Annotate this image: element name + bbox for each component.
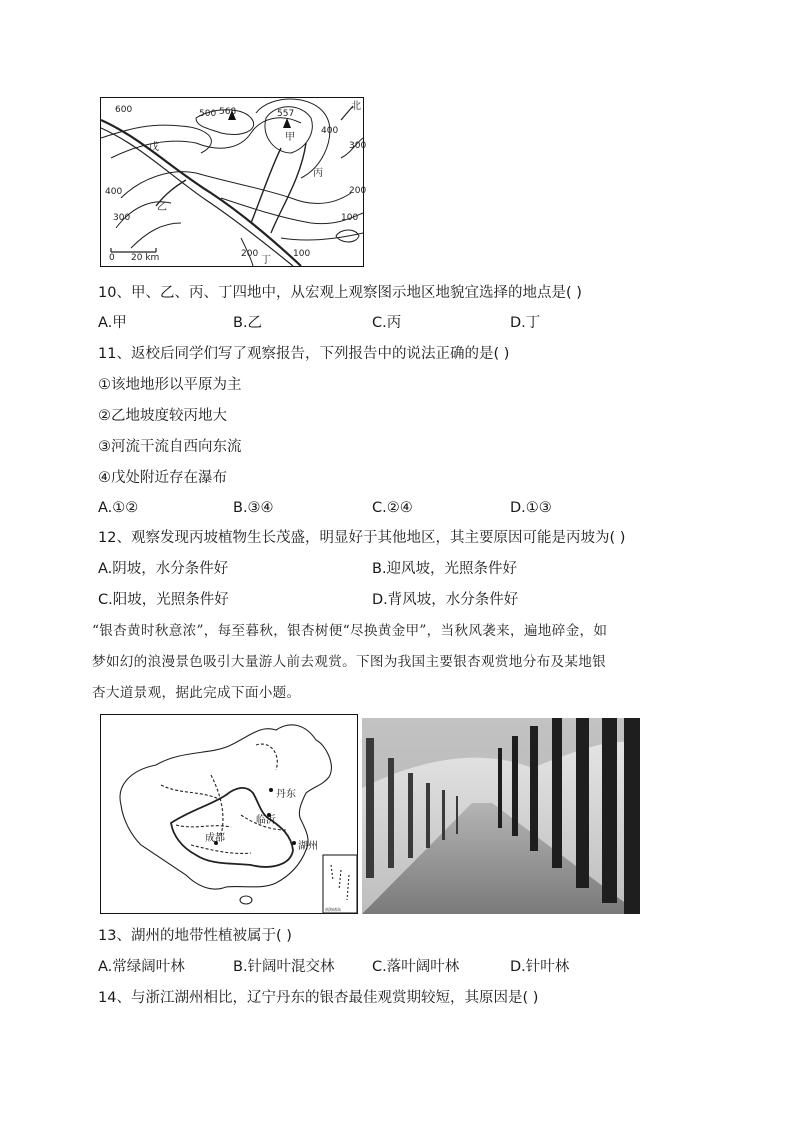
q12-option-d[interactable]: D.背风坡，水分条件好 bbox=[372, 592, 519, 608]
north-label: 北 bbox=[351, 101, 361, 112]
tree-trunk bbox=[498, 748, 502, 828]
place-label-ding: 丁 bbox=[261, 255, 271, 266]
china-map bbox=[100, 714, 358, 914]
q13-option-c[interactable]: C.落叶阔叶林 bbox=[372, 959, 460, 975]
question-12-stem: 12、观察发现丙坡植物生长茂盛，明显好于其他地区，其主要原因可能是丙坡为( ) bbox=[98, 530, 626, 546]
contour-line bbox=[281, 233, 363, 240]
contour-label: 300 bbox=[349, 141, 367, 151]
q10-option-c[interactable]: C.丙 bbox=[372, 315, 402, 331]
scale-bar bbox=[111, 248, 156, 252]
contour-label: 568 bbox=[219, 107, 237, 117]
contour-label: 400 bbox=[321, 126, 339, 136]
place-marker-huzhou bbox=[292, 841, 296, 845]
q11-statement-1: ①该地地形以平原为主 bbox=[98, 377, 242, 393]
q10-option-d[interactable]: D.丁 bbox=[510, 315, 541, 331]
q13-option-d[interactable]: D.针叶林 bbox=[510, 959, 570, 975]
place-label-huzhou: 湖州 bbox=[298, 841, 318, 852]
ginkgo-avenue-svg bbox=[362, 718, 640, 914]
inset-islands bbox=[331, 865, 349, 900]
contour-map bbox=[100, 97, 367, 267]
q11-option-d[interactable]: D.①③ bbox=[510, 500, 552, 516]
china-map-svg bbox=[101, 715, 357, 913]
place-label-jia: 甲 bbox=[285, 132, 295, 143]
contour-label: 500 bbox=[199, 109, 217, 119]
question-10-stem: 10、甲、乙、丙、丁四地中，从宏观上观察图示地区地貌宜选择的地点是( ) bbox=[98, 285, 582, 301]
tree-trunk bbox=[552, 718, 562, 868]
place-label-yi: 乙 bbox=[157, 202, 167, 213]
contour-map-svg bbox=[101, 98, 367, 266]
tree-trunk bbox=[442, 790, 445, 840]
south-sea-inset bbox=[323, 855, 357, 913]
contour-line bbox=[131, 223, 181, 248]
tree-trunk bbox=[512, 736, 518, 836]
tree-trunk bbox=[388, 758, 394, 868]
q11-option-b[interactable]: B.③④ bbox=[233, 500, 274, 516]
place-marker-dandong bbox=[269, 788, 273, 792]
q11-statement-4: ④戊处附近存在瀑布 bbox=[98, 470, 227, 486]
contour-label: 100 bbox=[293, 249, 311, 259]
ginkgo-avenue-photo bbox=[362, 718, 640, 914]
contour-line bbox=[111, 118, 301, 158]
tree-trunk bbox=[408, 773, 413, 858]
scale-label: 20 km bbox=[131, 253, 160, 263]
q12-option-a[interactable]: A.阴坡，水分条件好 bbox=[98, 561, 229, 577]
country-outline bbox=[120, 725, 331, 889]
place-label-dandong: 丹东 bbox=[276, 789, 296, 800]
q13-option-a[interactable]: A.常绿阔叶林 bbox=[98, 959, 185, 975]
place-label-bing: 丙 bbox=[313, 168, 323, 179]
ginkgo-region-outline bbox=[171, 788, 293, 867]
tree-trunk bbox=[576, 718, 589, 888]
place-label-linyi: 临沂 bbox=[256, 815, 276, 826]
hainan-island bbox=[240, 896, 252, 904]
q12-option-b[interactable]: B.迎风坡，光照条件好 bbox=[372, 561, 518, 577]
contour-label: 200 bbox=[241, 249, 259, 259]
contour-label: 300 bbox=[113, 213, 131, 223]
contour-label: 557 bbox=[277, 109, 295, 119]
q10-option-b[interactable]: B.乙 bbox=[233, 315, 263, 331]
tree-trunk bbox=[366, 738, 374, 878]
q12-option-c[interactable]: C.阳坡，光照条件好 bbox=[98, 592, 229, 608]
tree-trunk bbox=[602, 718, 617, 903]
q13-option-b[interactable]: B.针阔叶混交林 bbox=[233, 959, 335, 975]
river-main bbox=[101, 120, 301, 266]
inset-label: 南海诸岛 bbox=[325, 907, 341, 912]
contour-label: 200 bbox=[349, 186, 367, 196]
question-14-stem: 14、与浙江湖州相比，辽宁丹东的银杏最佳观赏期较短，其原因是( ) bbox=[98, 990, 539, 1006]
scale-zero: 0 bbox=[109, 253, 115, 263]
contour-label: 600 bbox=[115, 105, 133, 115]
passage-line-2: 梦如幻的浪漫景色吸引大量游人前去观赏。下图为我国主要银杏观赏地分布及某地银 bbox=[92, 654, 607, 670]
q11-statement-3: ③河流干流自西向东流 bbox=[98, 439, 242, 455]
river-bank bbox=[101, 128, 293, 266]
tree-trunk bbox=[426, 783, 430, 848]
tree-trunk bbox=[530, 726, 538, 851]
question-11-stem: 11、返校后同学们写了观察报告，下列报告中的说法正确的是( ) bbox=[98, 346, 510, 362]
q11-statement-2: ②乙地坡度较丙地大 bbox=[98, 408, 227, 424]
river-tributary bbox=[251, 148, 281, 223]
question-13-stem: 13、湖州的地带性植被属于( ) bbox=[98, 928, 292, 944]
place-label-wu: 戊 bbox=[149, 142, 159, 153]
peak-icon bbox=[283, 118, 291, 128]
passage-line-3: 杏大道景观，据此完成下面小题。 bbox=[92, 685, 301, 701]
q11-option-c[interactable]: C.②④ bbox=[372, 500, 413, 516]
contour-label: 100 bbox=[341, 213, 359, 223]
place-label-chengdu: 成都 bbox=[205, 833, 225, 844]
river-tributary bbox=[271, 143, 306, 233]
passage-line-1: “银杏黄时秋意浓”，每至暮秋，银杏树便“尽换黄金甲”，当秋风袭来，遍地碎金，如 bbox=[92, 623, 608, 639]
contour-label: 400 bbox=[105, 187, 123, 197]
tree-trunk bbox=[456, 796, 458, 834]
q11-option-a[interactable]: A.①② bbox=[98, 500, 139, 516]
province-border bbox=[256, 744, 277, 770]
tree-trunk bbox=[624, 718, 640, 914]
q10-option-a[interactable]: A.甲 bbox=[98, 315, 127, 331]
province-border bbox=[161, 785, 221, 800]
province-border bbox=[191, 845, 251, 853]
